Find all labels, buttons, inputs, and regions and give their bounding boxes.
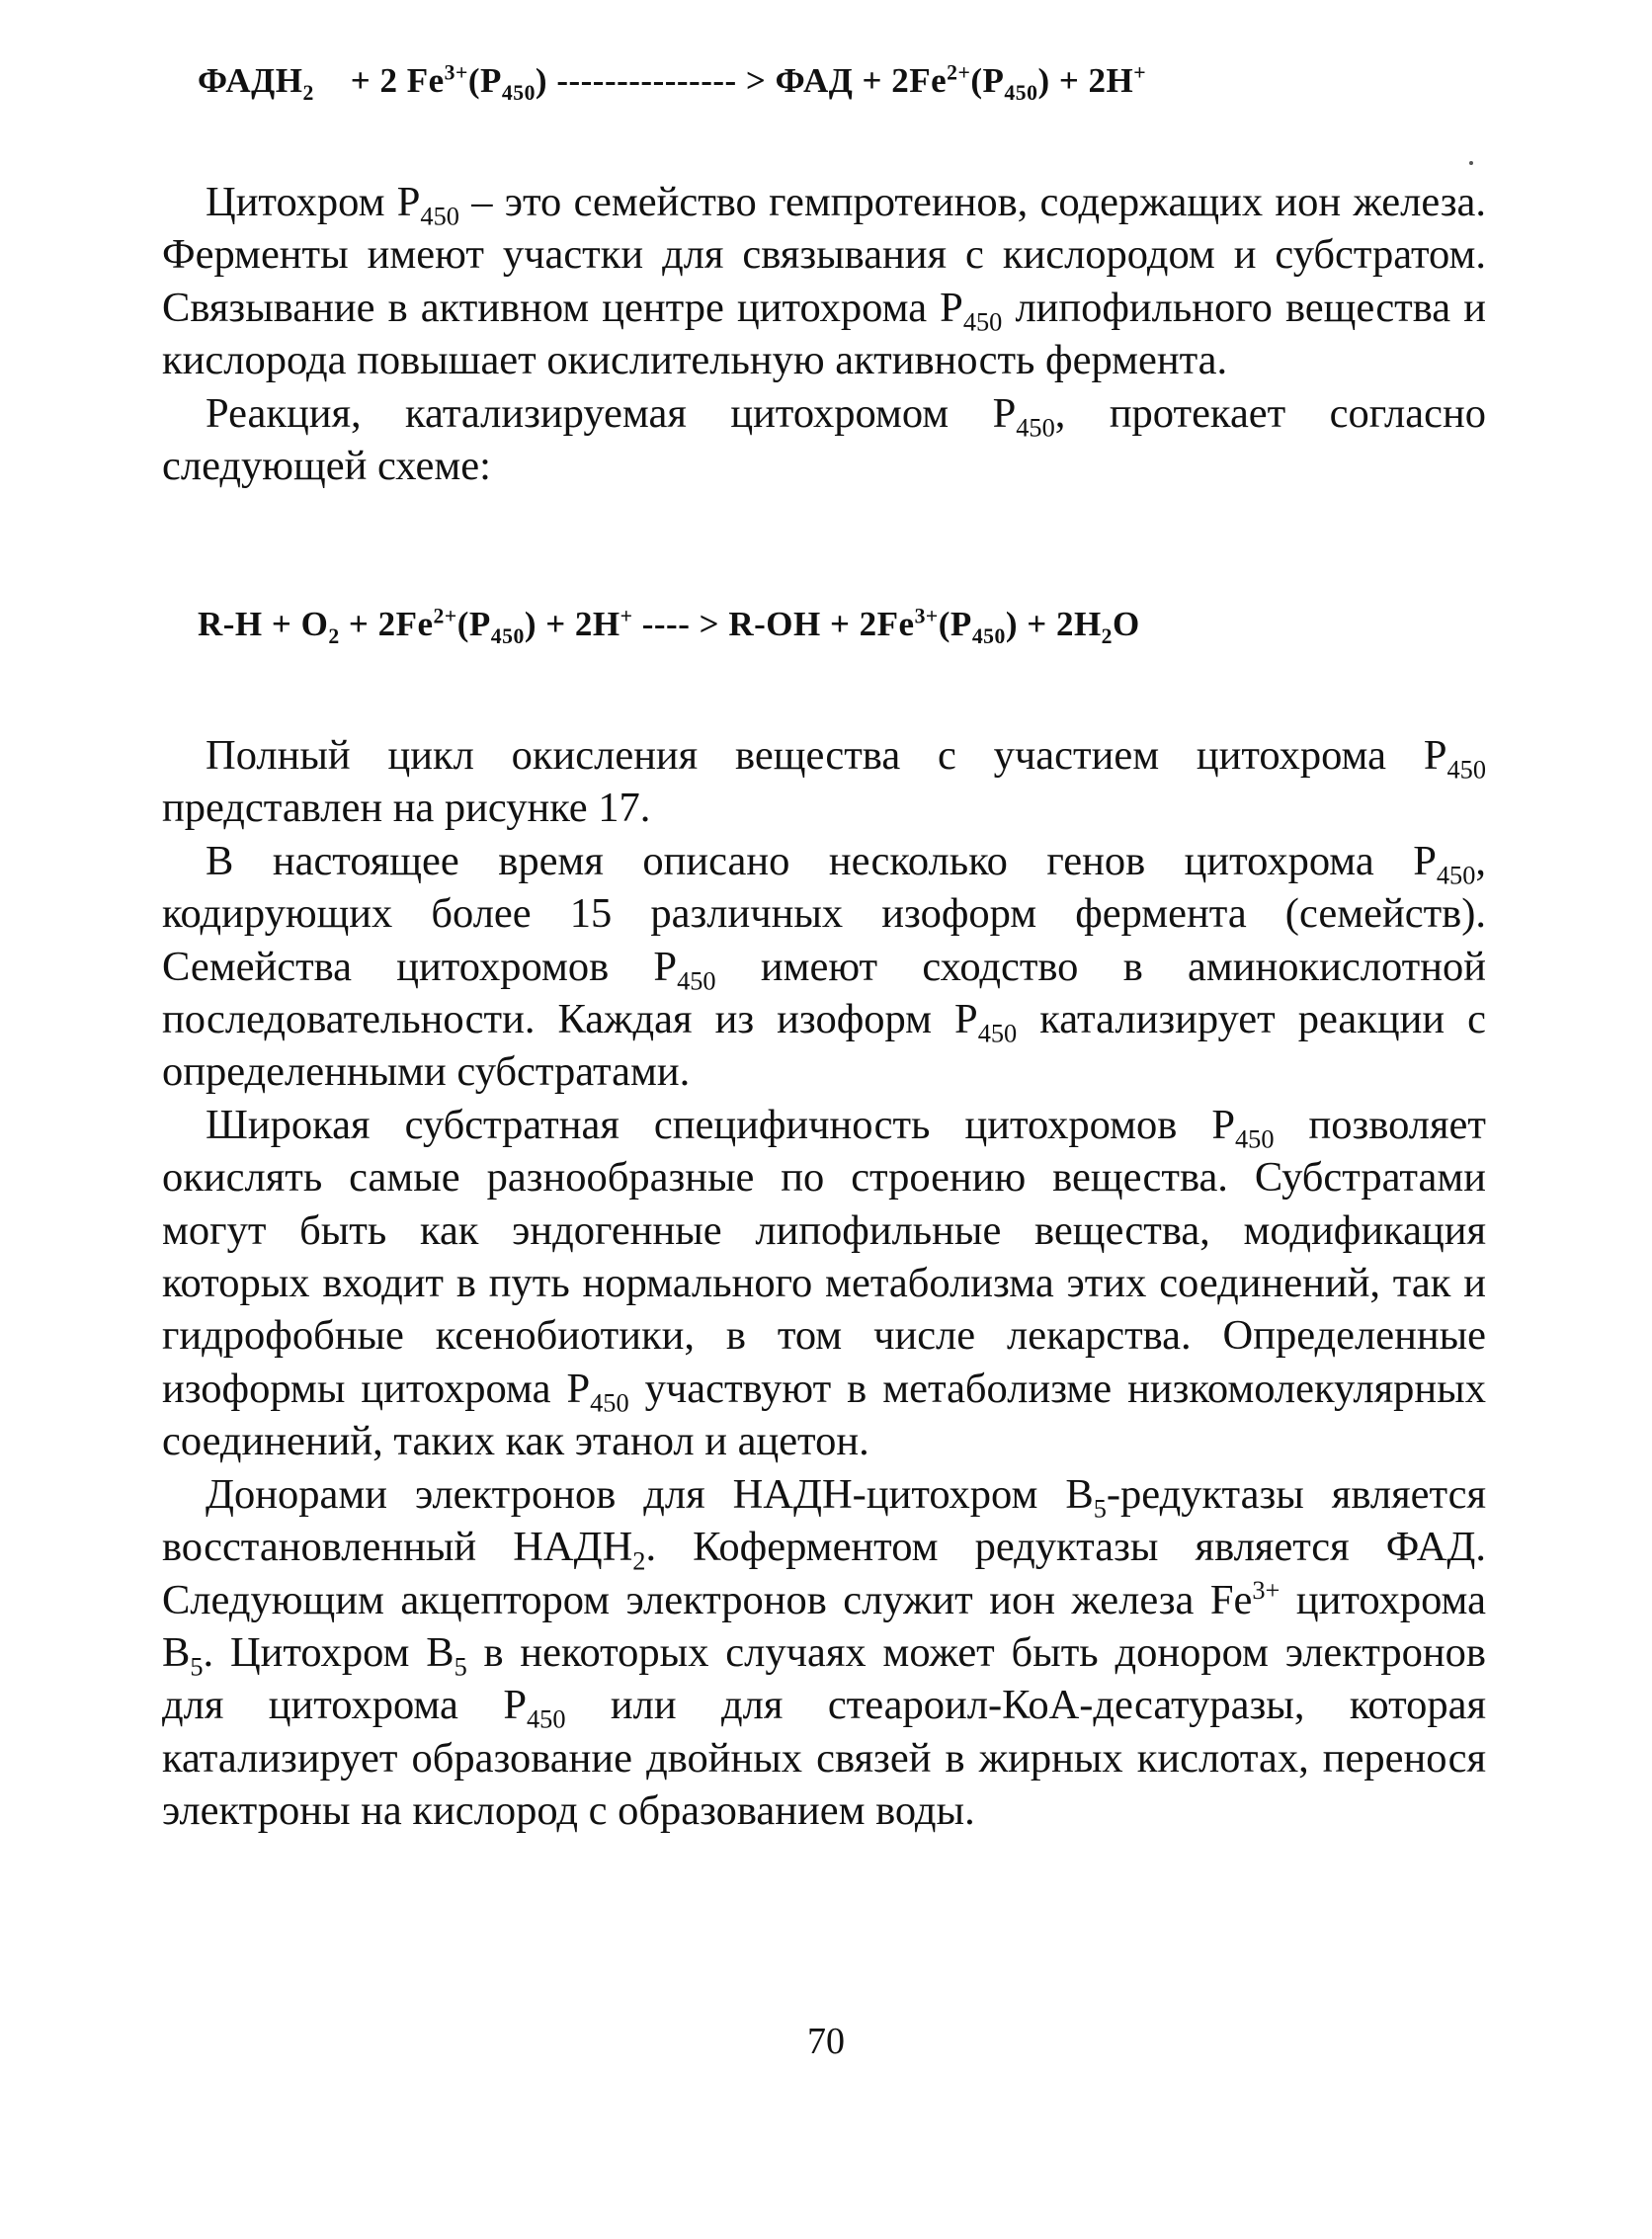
text-run: цитохрома В <box>162 1576 1486 1676</box>
text-run: -редуктазы является восстановленный НАДН <box>162 1470 1486 1571</box>
text-run: , кодирующих более 15 различных изоформ фермента (семейств). Семейства цитохромов Р <box>162 837 1486 990</box>
text-run: В настоящее время описано несколько генов цитохрома Р <box>206 837 1437 884</box>
eq-subscript: 450 <box>1004 81 1038 105</box>
text-run: – это семейство гемпротеинов, содержащих ион железа. Ферменты имеют участки для связывания с кислородом и субстратом. Связывание в активном центре цитохрома Р <box>162 179 1486 331</box>
eq-subscript: 450 <box>490 624 525 648</box>
text-block-upper <box>162 176 1486 492</box>
text-run: Донорами электронов для НАДН-цитохром В <box>206 1470 1094 1518</box>
eq-superscript: 3+ <box>444 60 468 85</box>
text-run: катализирует реакции с определенными субстратами. <box>162 996 1487 1096</box>
text-run: Полный цикл окисления вещества с участием цитохрома Р <box>206 732 1447 779</box>
subscript: 450 <box>962 307 1003 337</box>
page-number: 70 <box>807 2021 845 2062</box>
eq-subscript: 2 <box>1101 624 1114 648</box>
text-run: Реакция, катализируемая цитохромом Р <box>206 389 1017 437</box>
subscript: 2 <box>632 1546 646 1576</box>
eq-subscript: 2 <box>328 624 340 648</box>
eq-subscript: 450 <box>501 81 536 105</box>
paragraph-reaction-intro <box>162 387 1486 493</box>
superscript: 3+ <box>1252 1575 1280 1605</box>
eq-term: (P <box>456 605 491 643</box>
eq-superscript: 2+ <box>947 60 971 85</box>
text-run: липофильного вещества и кислорода повышает окислительную активность фермента. <box>162 284 1486 384</box>
equation-fadh2-oxidation <box>198 60 1147 105</box>
eq-superscript: 3+ <box>914 604 939 628</box>
eq-term: R-H + O <box>198 605 329 643</box>
subscript: 450 <box>977 1019 1018 1048</box>
paragraph-substrate-specificity <box>162 1099 1486 1468</box>
text-run: . Цитохром В <box>203 1628 454 1676</box>
paragraph-isoforms <box>162 835 1486 1099</box>
text-run: или для стеароил-КоА-десатуразы, которая катализирует образование двойных связей в жирных кислотах, перенося электроны на кислород с образованием воды. <box>162 1682 1486 1835</box>
eq-term: ) + 2H <box>1005 605 1102 643</box>
paragraph-full-cycle <box>162 729 1486 835</box>
eq-superscript: + <box>1133 60 1147 85</box>
eq-term: ) + 2H <box>1037 61 1134 100</box>
text-run: участвуют в метаболизме низкомолекулярных соединений, таких как этанол и ацетон. <box>162 1365 1486 1465</box>
paragraph-electron-donors <box>162 1468 1486 1838</box>
eq-term: ) + 2H <box>524 605 620 643</box>
text-run: . Коферментом редуктазы является ФАД. Следующим акцептором электронов служит ион железа Fe <box>162 1524 1486 1623</box>
text-run: имеют сходство в аминокислотной последовательности. Каждая из изоформ Р <box>162 943 1486 1043</box>
eq-term: + 2Fe <box>339 605 434 643</box>
text-run: представлен на рисунке 17. <box>162 785 651 832</box>
eq-subscript: 2 <box>302 81 314 105</box>
text-run: Цитохром Р <box>206 179 421 225</box>
eq-term: ) --------------- > ФАД + 2Fe <box>535 61 948 100</box>
subscript: 450 <box>526 1704 566 1734</box>
eq-term: (P <box>970 61 1005 100</box>
subscript: 450 <box>1016 413 1055 443</box>
text-run: позволяет окислять самые разнообразные по строению вещества. Субстратами могут быть как эндогенные липофильные вещества, модификация которых входит в путь нормального метаболизма этих соединений, так и гидрофобные ксенобиотики, в том числе лекарства. Определенные изоформы цитохрома Р <box>162 1101 1486 1412</box>
eq-term: ---- > R-OH + 2Fe <box>632 605 915 643</box>
subscript: 450 <box>420 202 459 231</box>
subscript: 5 <box>190 1652 204 1682</box>
text-block-lower <box>162 729 1486 1838</box>
eq-term: ФАДН <box>198 61 303 100</box>
paragraph-cytochrome-definition <box>162 176 1486 387</box>
eq-term: (P <box>938 605 972 643</box>
subscript: 450 <box>677 966 716 996</box>
subscript: 450 <box>1446 755 1486 785</box>
subscript: 5 <box>454 1652 467 1682</box>
speck-mark <box>1469 161 1473 165</box>
subscript: 450 <box>1436 861 1476 890</box>
eq-superscript: 2+ <box>433 604 457 628</box>
eq-superscript: + <box>620 604 633 628</box>
eq-subscript: 450 <box>971 624 1006 648</box>
eq-term: (P <box>467 61 502 100</box>
text-run: Широкая субстратная специфичность цитохромов Р <box>206 1101 1235 1148</box>
text-run: в некоторых случаях может быть донором электронов для цитохрома Р <box>162 1628 1486 1729</box>
subscript: 450 <box>1234 1124 1275 1154</box>
equation-p450-reaction <box>198 604 1140 648</box>
eq-term: O <box>1113 605 1140 643</box>
text-run: , протекает согласно следующей схеме: <box>162 389 1486 490</box>
eq-term: + 2 Fe <box>350 61 445 100</box>
subscript: 450 <box>590 1388 629 1418</box>
subscript: 5 <box>1093 1494 1107 1524</box>
